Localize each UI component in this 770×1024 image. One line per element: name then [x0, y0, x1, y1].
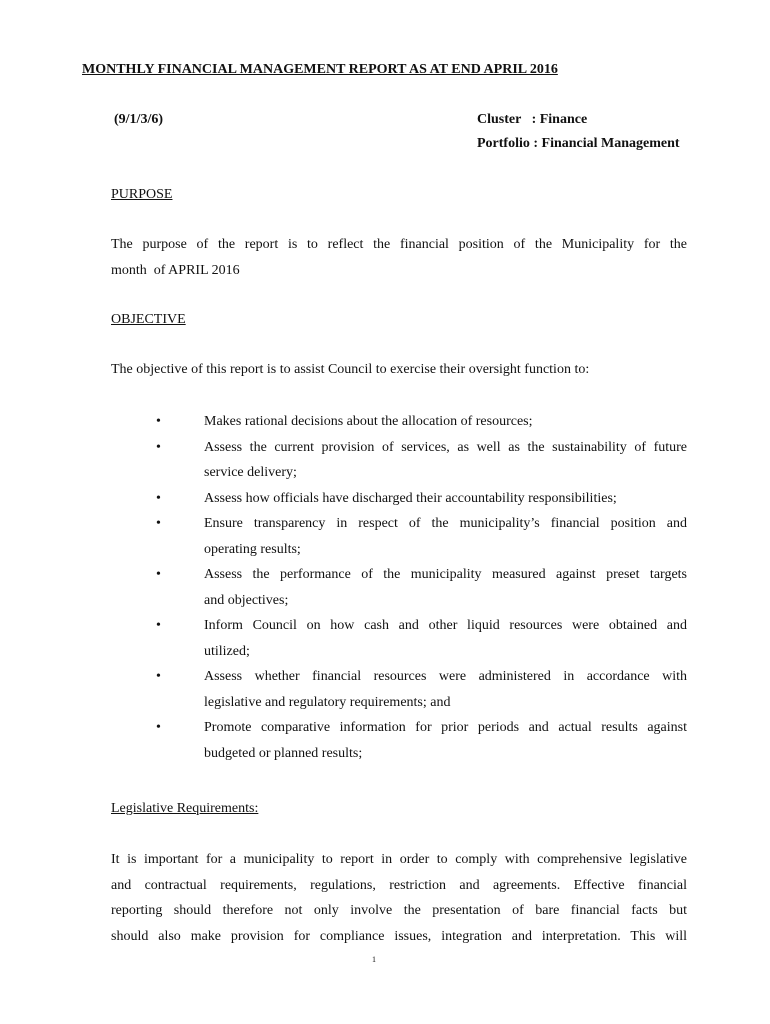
portfolio-label: Portfolio : Financial Management — [477, 136, 680, 151]
bullet-text: legislative and regulatory requirements; and — [204, 694, 451, 710]
reference-number: (9/1/3/6) — [114, 112, 163, 127]
page-number: 1 — [372, 955, 376, 964]
legislative-line: should also make provision for compliance issues, integration and interpretation. This will — [111, 928, 687, 944]
list-item — [111, 511, 687, 562]
bullet-icon: • — [156, 669, 161, 684]
legislative-line: and contractual requirements, regulations, restriction and agreements. Effective financial — [111, 877, 687, 893]
bullet-text: Makes rational decisions about the allocation of resources; — [204, 414, 533, 429]
bullet-text: Assess whether financial resources were administered in accordance with — [204, 669, 687, 684]
bullet-text: service delivery; — [204, 465, 297, 480]
bullet-text: operating results; — [204, 541, 301, 557]
objective-bullet-list — [111, 409, 687, 766]
bullet-text: Inform Council on how cash and other liquid resources were obtained and — [204, 618, 687, 633]
objective-intro: The objective of this report is to assist Council to exercise their oversight function to: — [111, 362, 590, 377]
legislative-line: reporting should therefore not only involve the presentation of bare financial facts but — [111, 903, 687, 918]
purpose-line: month of APRIL 2016 — [111, 262, 240, 278]
legislative-line: It is important for a municipality to report in order to comply with comprehensive legislative — [111, 852, 687, 867]
bullet-text: Promote comparative information for prior periods and actual results against — [204, 720, 687, 735]
bullet-text: budgeted or planned results; — [204, 745, 363, 761]
bullet-text: Ensure transparency in respect of the municipality’s financial position and — [204, 516, 687, 531]
list-item — [111, 562, 687, 613]
bullet-icon: • — [156, 439, 161, 455]
list-item — [111, 664, 687, 715]
cluster-label: Cluster : Finance — [477, 112, 588, 127]
bullet-text: Assess the current provision of services, as well as the sustainability of future — [204, 439, 687, 455]
objective-heading: OBJECTIVE — [111, 312, 186, 327]
bullet-icon: • — [156, 414, 161, 429]
bullet-icon: • — [156, 720, 161, 735]
list-item — [111, 715, 687, 766]
list-item — [111, 486, 687, 512]
list-item — [111, 613, 687, 664]
purpose-line: The purpose of the report is to reflect the financial position of the Municipality for the — [111, 237, 687, 252]
bullet-text: and objectives; — [204, 592, 289, 608]
bullet-icon: • — [156, 516, 161, 531]
purpose-paragraph — [111, 232, 687, 283]
bullet-text: utilized; — [204, 643, 250, 659]
bullet-text: Assess how officials have discharged their accountability responsibilities; — [204, 490, 617, 506]
list-item — [111, 409, 687, 435]
list-item — [111, 435, 687, 486]
bullet-text: Assess the performance of the municipality measured against preset targets — [204, 567, 687, 582]
bullet-icon: • — [156, 567, 161, 582]
document-title: MONTHLY FINANCIAL MANAGEMENT REPORT AS AT END APRIL 2016 — [82, 62, 558, 77]
bullet-icon: • — [156, 618, 161, 633]
legislative-paragraph — [111, 847, 687, 949]
legislative-heading: Legislative Requirements: — [111, 801, 259, 816]
bullet-icon: • — [156, 490, 161, 506]
purpose-heading: PURPOSE — [111, 187, 173, 202]
